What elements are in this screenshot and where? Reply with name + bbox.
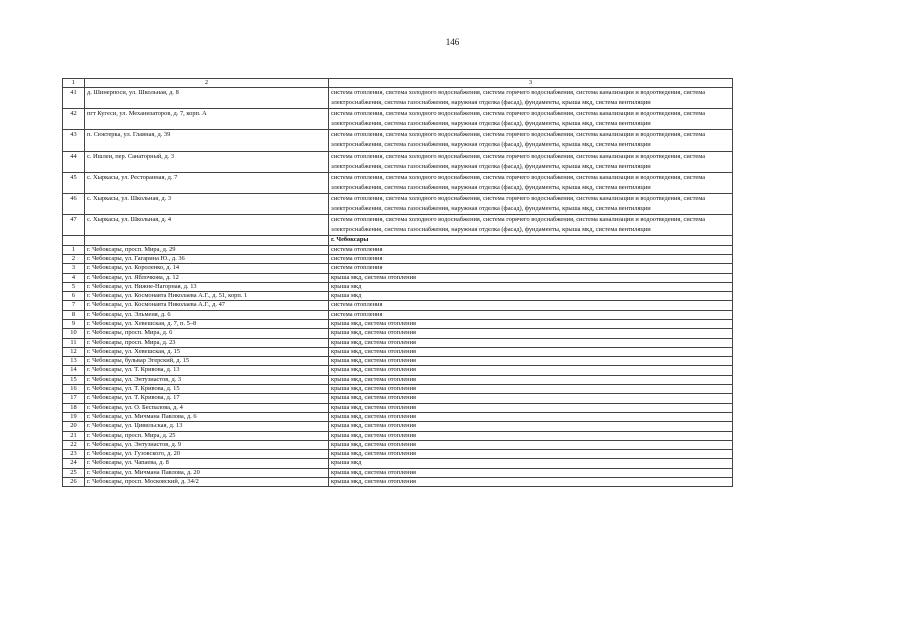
row-number: 10 <box>63 329 85 338</box>
row-number: 45 <box>63 172 85 193</box>
table-row <box>63 450 733 459</box>
header-cell: 2 <box>85 79 329 88</box>
address-cell: д. Шинерпоси, ул. Школьная, д. 8 <box>85 88 329 109</box>
table-row <box>63 375 733 384</box>
description-cell: система отопления, система холодного водоснабжения, система горячего водоснабжения, система канализации и водоотведения, система электроснабжения, система газоснабжения, наружная отделка (фасад), фундаменты, крыша мкд, система вентиляции <box>329 88 733 109</box>
description-cell: крыша мкд, система отопления <box>329 450 733 459</box>
address-cell: г. Чебоксары, просп. Мира, д. 6 <box>85 329 329 338</box>
address-cell: с. Хыркасы, ул. Школьная, д. 3 <box>85 193 329 214</box>
description-cell: система отопления <box>329 254 733 263</box>
table-row <box>63 403 733 412</box>
row-number: 15 <box>63 375 85 384</box>
table-row <box>63 109 733 130</box>
row-number: 46 <box>63 193 85 214</box>
section-title: г. Чебоксары <box>329 236 733 245</box>
address-cell: п. Сюктерка, ул. Главная, д. 39 <box>85 130 329 151</box>
table-row <box>63 254 733 263</box>
address-cell: г. Чебоксары, ул. О. Беспалова, д. 4 <box>85 403 329 412</box>
row-number: 26 <box>63 478 85 487</box>
table-row <box>63 385 733 394</box>
address-cell: с. Ишлеи, пер. Санаторный, д. 3 <box>85 151 329 172</box>
row-number: 21 <box>63 431 85 440</box>
description-cell: крыша мкд, система отопления <box>329 394 733 403</box>
table-row <box>63 412 733 421</box>
description-cell: система отопления, система холодного водоснабжения, система горячего водоснабжения, система канализации и водоотведения, система электроснабжения, система газоснабжения, наружная отделка (фасад), фундаменты, крыша мкд, система вентиляции <box>329 151 733 172</box>
table-row <box>63 478 733 487</box>
address-cell: г. Чебоксары, ул. Хевешская, д. 7, п. 5–8 <box>85 319 329 328</box>
address-cell: г. Чебоксары, ул. Нижне-Нагорная, д. 13 <box>85 282 329 291</box>
empty-cell <box>85 236 329 245</box>
table-row <box>63 338 733 347</box>
address-cell: пгт Кугеси, ул. Механизаторов, д. 7, корп. А <box>85 109 329 130</box>
address-cell: г. Чебоксары, ул. Т. Кривова, д. 17 <box>85 394 329 403</box>
row-number: 9 <box>63 319 85 328</box>
row-number: 5 <box>63 282 85 291</box>
row-number: 8 <box>63 310 85 319</box>
description-cell: система отопления, система холодного водоснабжения, система горячего водоснабжения, система канализации и водоотведения, система электроснабжения, система газоснабжения, наружная отделка (фасад), фундаменты, крыша мкд, система вентиляции <box>329 109 733 130</box>
description-cell: крыша мкд, система отопления <box>329 412 733 421</box>
description-cell: крыша мкд, система отопления <box>329 440 733 449</box>
address-cell: с. Хыркасы, ул. Ресторанная, д. 7 <box>85 172 329 193</box>
address-cell: г. Чебоксары, ул. Чапаева, д. 8 <box>85 459 329 468</box>
row-number: 3 <box>63 264 85 273</box>
row-number: 42 <box>63 109 85 130</box>
table-row <box>63 431 733 440</box>
table-row <box>63 172 733 193</box>
description-cell: система отопления <box>329 245 733 254</box>
description-cell: крыша мкд, система отопления <box>329 357 733 366</box>
description-cell: крыша мкд, система отопления <box>329 375 733 384</box>
address-cell: г. Чебоксары, просп. Мира, д. 23 <box>85 338 329 347</box>
table-row <box>63 292 733 301</box>
page-number: 146 <box>445 37 460 47</box>
table-header-row <box>63 79 733 88</box>
description-cell: крыша мкд, система отопления <box>329 329 733 338</box>
address-cell: г. Чебоксары, ул. Короленко, д. 14 <box>85 264 329 273</box>
row-number: 6 <box>63 292 85 301</box>
description-cell: крыша мкд, система отопления <box>329 338 733 347</box>
row-number: 41 <box>63 88 85 109</box>
description-cell: крыша мкд, система отопления <box>329 431 733 440</box>
address-cell: г. Чебоксары, просп. Мира, д. 25 <box>85 431 329 440</box>
table-row <box>63 310 733 319</box>
row-number: 13 <box>63 357 85 366</box>
description-cell: система отопления, система холодного водоснабжения, система горячего водоснабжения, система канализации и водоотведения, система электроснабжения, система газоснабжения, наружная отделка (фасад), фундаменты, крыша мкд, система вентиляции <box>329 130 733 151</box>
row-number: 17 <box>63 394 85 403</box>
description-cell: крыша мкд, система отопления <box>329 468 733 477</box>
table-row <box>63 245 733 254</box>
description-cell: крыша мкд <box>329 292 733 301</box>
row-number: 19 <box>63 412 85 421</box>
table-row <box>63 468 733 477</box>
address-cell: г. Чебоксары, ул. Мичмана Павлова, д. 6 <box>85 412 329 421</box>
table-row <box>63 193 733 214</box>
empty-cell <box>63 236 85 245</box>
row-number: 24 <box>63 459 85 468</box>
row-number: 18 <box>63 403 85 412</box>
description-cell: крыша мкд, система отопления <box>329 366 733 375</box>
address-cell: г. Чебоксары, ул. Яблочкова, д. 12 <box>85 273 329 282</box>
table-row <box>63 459 733 468</box>
address-cell: г. Чебоксары, ул. Цивильская, д. 13 <box>85 422 329 431</box>
table-row <box>63 366 733 375</box>
table-row <box>63 215 733 236</box>
description-cell: крыша мкд, система отопления <box>329 422 733 431</box>
table-row <box>63 301 733 310</box>
description-cell: система отопления, система холодного водоснабжения, система горячего водоснабжения, система канализации и водоотведения, система электроснабжения, система газоснабжения, наружная отделка (фасад), фундаменты, крыша мкд, система вентиляции <box>329 215 733 236</box>
header-cell: 3 <box>329 79 733 88</box>
row-number: 25 <box>63 468 85 477</box>
section-row <box>63 236 733 245</box>
table-row <box>63 282 733 291</box>
table-row <box>63 264 733 273</box>
description-cell: крыша мкд, система отопления <box>329 478 733 487</box>
address-cell: г. Чебоксары, ул. Эльменя, д. 6 <box>85 310 329 319</box>
description-cell: система отопления <box>329 310 733 319</box>
table-row <box>63 130 733 151</box>
table-row <box>63 329 733 338</box>
address-cell: г. Чебоксары, бульвар Эгерский, д. 15 <box>85 357 329 366</box>
address-cell: г. Чебоксары, ул. Энтузиастов, д. 9 <box>85 440 329 449</box>
row-number: 1 <box>63 245 85 254</box>
table-row <box>63 88 733 109</box>
row-number: 11 <box>63 338 85 347</box>
description-cell: система отопления, система холодного водоснабжения, система горячего водоснабжения, система канализации и водоотведения, система электроснабжения, система газоснабжения, наружная отделка (фасад), фундаменты, крыша мкд, система вентиляции <box>329 193 733 214</box>
address-cell: г. Чебоксары, ул. Энтузиастов, д. 3 <box>85 375 329 384</box>
row-number: 47 <box>63 215 85 236</box>
table-row <box>63 347 733 356</box>
description-cell: система отопления, система холодного водоснабжения, система горячего водоснабжения, система канализации и водоотведения, система электроснабжения, система газоснабжения, наружная отделка (фасад), фундаменты, крыша мкд, система вентиляции <box>329 172 733 193</box>
description-cell: система отопления <box>329 264 733 273</box>
table-row <box>63 394 733 403</box>
address-cell: г. Чебоксары, ул. Т. Кривова, д. 13 <box>85 366 329 375</box>
table-row <box>63 440 733 449</box>
address-cell: г. Чебоксары, ул. Мичмана Павлова, д. 20 <box>85 468 329 477</box>
table-row <box>63 273 733 282</box>
table-row <box>63 357 733 366</box>
row-number: 4 <box>63 273 85 282</box>
row-number: 16 <box>63 385 85 394</box>
address-cell: г. Чебоксары, просп. Московский, д. 34/2 <box>85 478 329 487</box>
table-row <box>63 422 733 431</box>
address-cell: г. Чебоксары, просп. Мира, д. 29 <box>85 245 329 254</box>
description-cell: крыша мкд, система отопления <box>329 403 733 412</box>
row-number: 22 <box>63 440 85 449</box>
row-number: 12 <box>63 347 85 356</box>
description-cell: крыша мкд, система отопления <box>329 385 733 394</box>
row-number: 44 <box>63 151 85 172</box>
description-cell: крыша мкд, система отопления <box>329 347 733 356</box>
description-cell: крыша мкд, система отопления <box>329 319 733 328</box>
header-cell: 1 <box>63 79 85 88</box>
row-number: 2 <box>63 254 85 263</box>
table-row <box>63 151 733 172</box>
description-cell: крыша мкд, система отопления <box>329 273 733 282</box>
address-table <box>62 78 733 487</box>
row-number: 43 <box>63 130 85 151</box>
address-cell: г. Чебоксары, ул. Гузовского, д. 20 <box>85 450 329 459</box>
row-number: 20 <box>63 422 85 431</box>
address-cell: г. Чебоксары, ул. Т. Кривова, д. 15 <box>85 385 329 394</box>
address-cell: г. Чебоксары, ул. Космонавта Николаева А.Г., д. 51, корп. 1 <box>85 292 329 301</box>
address-cell: с. Хыркасы, ул. Школьная, д. 4 <box>85 215 329 236</box>
row-number: 23 <box>63 450 85 459</box>
address-cell: г. Чебоксары, ул. Гагарина Ю., д. 36 <box>85 254 329 263</box>
table-row <box>63 319 733 328</box>
description-cell: система отопления <box>329 301 733 310</box>
row-number: 7 <box>63 301 85 310</box>
address-cell: г. Чебоксары, ул. Хевешская, д. 15 <box>85 347 329 356</box>
description-cell: крыша мкд <box>329 459 733 468</box>
address-cell: г. Чебоксары, ул. Космонавта Николаева А.Г., д. 47 <box>85 301 329 310</box>
description-cell: крыша мкд <box>329 282 733 291</box>
row-number: 14 <box>63 366 85 375</box>
